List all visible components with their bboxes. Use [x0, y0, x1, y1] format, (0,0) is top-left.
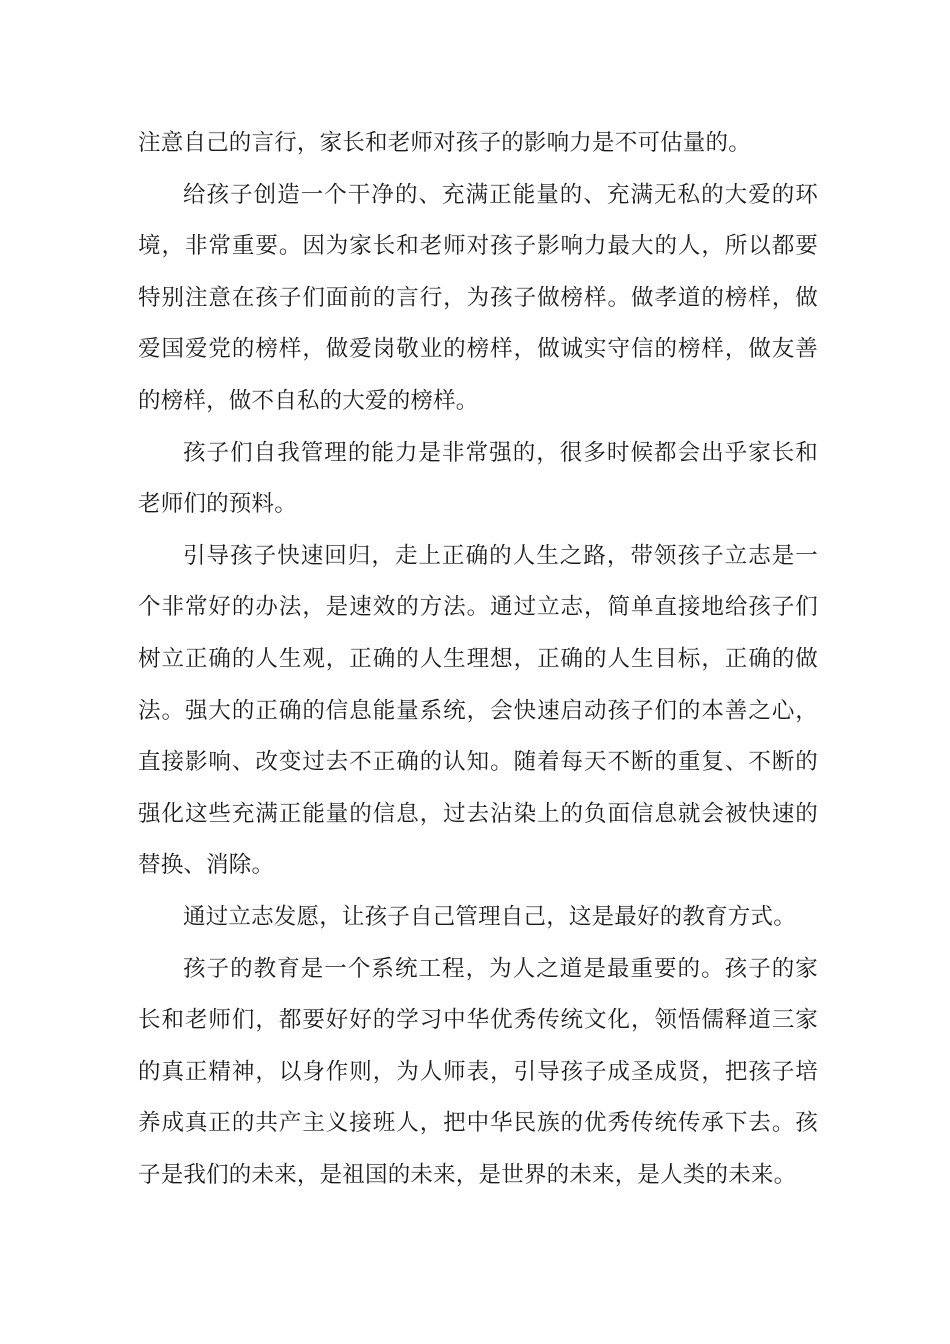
paragraph-6: 孩子的教育是一个系统工程，为人之道是最重要的。孩子的家长和老师们，都要好好的学习中华优秀传统文化，领悟儒释道三家的真正精神，以身作则，为人师表，引导孩子成圣成贤，把孩子培养成真正的共产主义接班人，把中华民族的优秀传统传承下去。孩子是我们的未来，是祖国的未来，是世界的未来，是人类的未来。 — [138, 955, 818, 1188]
paragraph-5: 通过立志发愿，让孩子自己管理自己，这是最好的教育方式。 — [183, 903, 796, 930]
paragraph-3: 孩子们自我管理的能力是非常强的，很多时候都会出乎家长和老师们的预料。 — [138, 439, 818, 518]
document-body — [138, 118, 818, 1201]
paragraph-4: 引导孩子快速回归，走上正确的人生之路，带领孩子立志是一个非常好的办法，是速效的方法。通过立志，简单直接地给孩子们树立正确的人生观，正确的人生理想，正确的人生目标，正确的做法。强大的正确的信息能量系统，会快速启动孩子们的本善之心，直接影响、改变过去不正确的认知。随着每天不断的重复、不断的强化这些充满正能量的信息，过去沾染上的负面信息就会被快速的替换、消除。 — [138, 542, 818, 879]
paragraph-1: 注意自己的言行，家长和老师对孩子的影响力是不可估量的。 — [138, 130, 751, 156]
paragraph-2: 给孩子创造一个干净的、充满正能量的、充满无私的大爱的环境，非常重要。因为家长和老师对孩子影响力最大的人，所以都要特别注意在孩子们面前的言行，为孩子做榜样。做孝道的榜样，做爱国爱党的榜样，做爱岗敬业的榜样，做诚实守信的榜样，做友善的榜样，做不自私的大爱的榜样。 — [138, 181, 818, 414]
